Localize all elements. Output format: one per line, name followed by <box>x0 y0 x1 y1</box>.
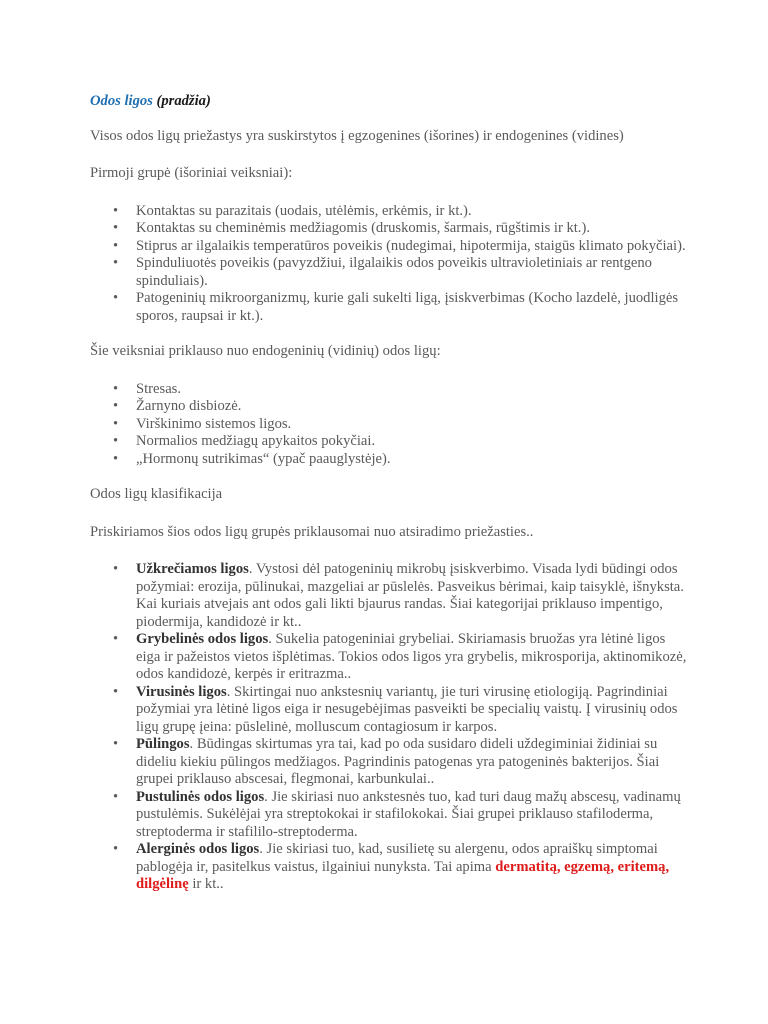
classification-list <box>90 561 690 894</box>
list-item: • Žarnyno disbiozė. <box>136 398 690 416</box>
page-title <box>90 93 690 111</box>
list-item-viral <box>136 684 690 737</box>
highlighted-conditions: dermatitą, egzemą, eritemą, dilgėlinę <box>136 858 670 892</box>
list-item: • Kontaktas su parazitais (uodais, utėlėmis, erkėmis, ir kt.). <box>136 203 690 221</box>
term: Grybelinės odos ligos <box>136 631 269 647</box>
term: Pustulinės odos ligos <box>136 788 265 805</box>
description: . Sukelia patogeniniai grybeliai. Skiriamasis bruožas yra lėtinė ligos eiga ir pažeistos vietos išplėtimas. Tokios odos ligos yra grybelis, mikrosporija, aktinomikozė, odos kandidozė, kerpės ir eritrazma.. <box>136 631 687 682</box>
description: . Būdingas skirtumas yra tai, kad po oda susidaro dideli uždegiminiai židiniai su dideliu kiekiu pūlingos medžiagos. Pagrindinis patogenas yra patogeninės bakterijos. Šiai grupei priklauso abscesai, flegmonai, karbunkulai.. <box>136 736 660 787</box>
list-item: • „Hormonų sutrikimas“ (ypač paauglystėje). <box>136 451 690 469</box>
term: Virusinės ligos <box>136 683 227 700</box>
list-item-pustular <box>136 789 690 842</box>
list-item-infectious <box>136 561 690 631</box>
list-item: • Stiprus ar ilgalaikis temperatūros poveikis (nudegimai, hipotermija, staigūs klimato pokyčiai). <box>136 238 690 256</box>
intro-paragraph: Visos odos ligų priežastys yra suskirstytos į egzogenines (išorines) ir endogenines (vidines) <box>90 127 624 144</box>
list-item: • Stresas. <box>136 381 690 399</box>
title-suffix: (pradžia) <box>156 93 211 109</box>
list-item-allergic <box>136 841 690 894</box>
description: . Jie skiriasi tuo, kad, susilietę su alergenu, odos apraiškų simptomai pablogėja ir, pasitelkus vaistus, ilgainiui nunyksta. Tai apima <box>136 841 658 875</box>
group1-heading: Pirmoji grupė (išoriniai veiksniai): <box>90 165 293 181</box>
external-factors-list <box>90 203 690 326</box>
term: Pūlingos <box>136 736 190 752</box>
list-item: • Normalios medžiagų apykaitos pokyčiai. <box>136 433 690 451</box>
list-item: • Kontaktas su cheminėmis medžiagomis (druskomis, šarmais, rūgštimis ir kt.). <box>136 220 690 238</box>
term: Alerginės odos ligos <box>136 841 260 857</box>
classification-heading: Odos ligų klasifikacija <box>90 486 223 502</box>
list-item-fungal <box>136 631 690 684</box>
list-item-purulent <box>136 736 690 789</box>
group2-heading: Šie veiksniai priklauso nuo endogeninių (vidinių) odos ligų: <box>90 343 441 359</box>
document-page <box>90 93 690 912</box>
title-link[interactable]: Odos ligos <box>90 93 153 109</box>
internal-factors-list <box>90 381 690 469</box>
term: Užkrečiamos ligos <box>136 561 249 577</box>
description: . Jie skiriasi nuo ankstesnės tuo, kad turi daug mažų abscesų, vadinamų pustulėmis. Sukėlėjai yra streptokokai ir stafilokokai. Šiai grupei priklauso stafiloderma, streptoderma ir stafililo-streptoderma. <box>136 788 681 840</box>
description-tail: ir kt.. <box>188 876 224 892</box>
list-item: • Patogeninių mikroorganizmų, kurie gali sukelti ligą, įsiskverbimas (Kocho lazdelė, juodligės sporos, raupsai ir kt.). <box>136 290 690 325</box>
description: . Vystosi dėl patogeninių mikrobų įsiskverbimo. Visada lydi būdingi odos požymiai: erozija, pūlinukai, mazgeliai ar pūslelės. Pasveikus bėrimai, kaip taisyklė, išnyksta. Kai kuriais atvejais ant odos gali likti bjaurus randas. Šiai kategorijai priklauso impentigo, piodermija, kandidozė ir kt.. <box>136 561 684 630</box>
classification-intro: Priskiriamos šios odos ligų grupės priklausomai nuo atsiradimo priežasties.. <box>90 523 534 540</box>
list-item: • Spinduliuotės poveikis (pavyzdžiui, ilgalaikis odos poveikis ultravioletiniais ar rentgeno spinduliais). <box>136 255 690 290</box>
description: . Skirtingai nuo ankstesnių variantų, jie turi virusinę etiologiją. Pagrindiniai požymiai yra lėtinė ligos eiga ir nesugebėjimas pasveikti be specialių vaistų. Į virusinių odos ligų grupę įeina: pūslelinė, molluscum contagiosum ir karpos. <box>136 683 678 735</box>
list-item: • Virškinimo sistemos ligos. <box>136 416 690 434</box>
